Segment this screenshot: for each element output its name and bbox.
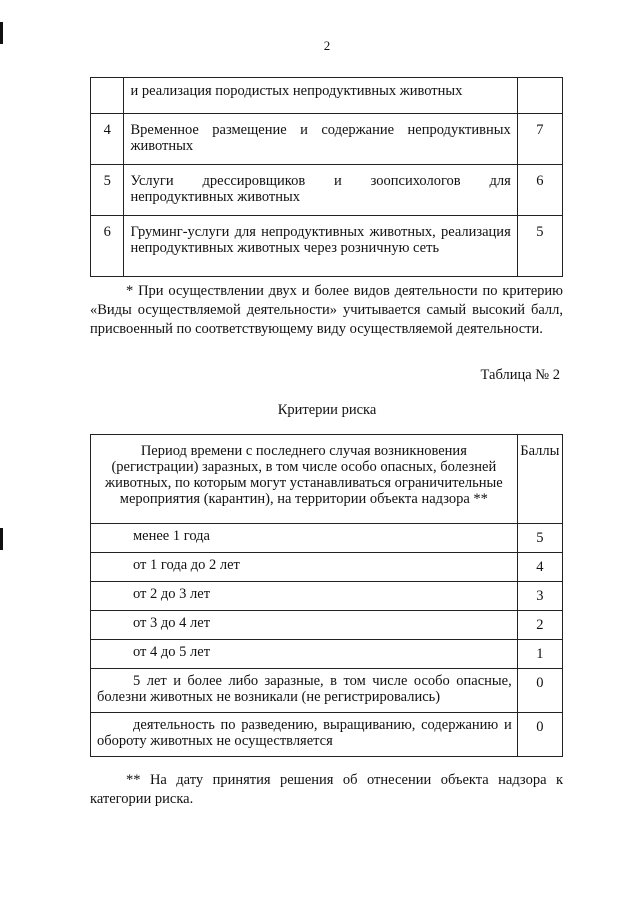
points-cell: 0	[517, 713, 562, 757]
table-label: Таблица № 2	[480, 367, 560, 383]
row-number: 6	[91, 216, 124, 277]
table-header-row	[91, 435, 563, 524]
table-row	[91, 216, 563, 277]
row-number	[91, 78, 124, 114]
period-cell: менее 1 года	[91, 524, 518, 553]
table-row	[91, 553, 563, 582]
footnote-double-asterisk	[90, 771, 563, 809]
table-row	[91, 165, 563, 216]
activity-points: 6	[517, 165, 562, 216]
activity-description: Груминг-услуги для непродуктивных животных, реализация непродуктивных животных через розничную сеть	[124, 216, 517, 277]
table-row	[91, 611, 563, 640]
risk-criteria-table	[90, 434, 563, 757]
period-cell: от 2 до 3 лет	[91, 582, 518, 611]
period-cell	[91, 669, 518, 713]
points-cell: 5	[517, 524, 562, 553]
table-row	[91, 640, 563, 669]
footnote-single-asterisk	[90, 282, 563, 339]
activity-description: и реализация породистых непродуктивных животных	[124, 78, 517, 114]
table-row	[91, 713, 563, 757]
footnote-text: * При осуществлении двух и более видов деятельности по критерию «Виды осуществляемой деятельности» учитывается самый высокий балл, присвоенный по соответствующему виду осуществляемой деятельности.	[90, 283, 563, 337]
period-cell: от 1 года до 2 лет	[91, 553, 518, 582]
activity-points: 7	[517, 114, 562, 165]
activity-description: Временное размещение и содержание непродуктивных животных	[124, 114, 517, 165]
points-cell: 2	[517, 611, 562, 640]
table-title: Критерии риска	[277, 402, 377, 418]
table-row	[91, 78, 563, 114]
points-cell: 0	[517, 669, 562, 713]
table-row	[91, 114, 563, 165]
activity-points	[517, 78, 562, 114]
period-cell: от 3 до 4 лет	[91, 611, 518, 640]
table-row	[91, 582, 563, 611]
activity-types-table	[90, 77, 563, 277]
activity-description: Услуги дрессировщиков и зоопсихологов для непродуктивных животных	[124, 165, 517, 216]
row-number: 5	[91, 165, 124, 216]
row-number: 4	[91, 114, 124, 165]
footnote-text: ** На дату принятия решения об отнесении объекта надзора к категории риска.	[90, 772, 563, 807]
page-number: 2	[323, 38, 331, 53]
period-cell: от 4 до 5 лет	[91, 640, 518, 669]
activity-points: 5	[517, 216, 562, 277]
period-text: 5 лет и более либо заразные, в том числе особо опасные, болезни животных не возникали (не регистрировались)	[97, 673, 512, 705]
period-cell	[91, 713, 518, 757]
table-row	[91, 669, 563, 713]
points-cell: 1	[517, 640, 562, 669]
points-cell: 4	[517, 553, 562, 582]
column-header-period: Период времени с последнего случая возникновения (регистрации) заразных, в том числе особо опасных, болезней животных, по которым могут устанавливаться ограничительные мероприятия (карантин), на территории объекта надзора **	[91, 435, 518, 524]
period-text: деятельность по разведению, выращиванию, содержанию и обороту животных не осуществляется	[97, 717, 512, 749]
points-cell: 3	[517, 582, 562, 611]
scan-edge-mark-bottom	[0, 528, 3, 550]
table-row	[91, 524, 563, 553]
column-header-points: Баллы	[517, 435, 562, 524]
